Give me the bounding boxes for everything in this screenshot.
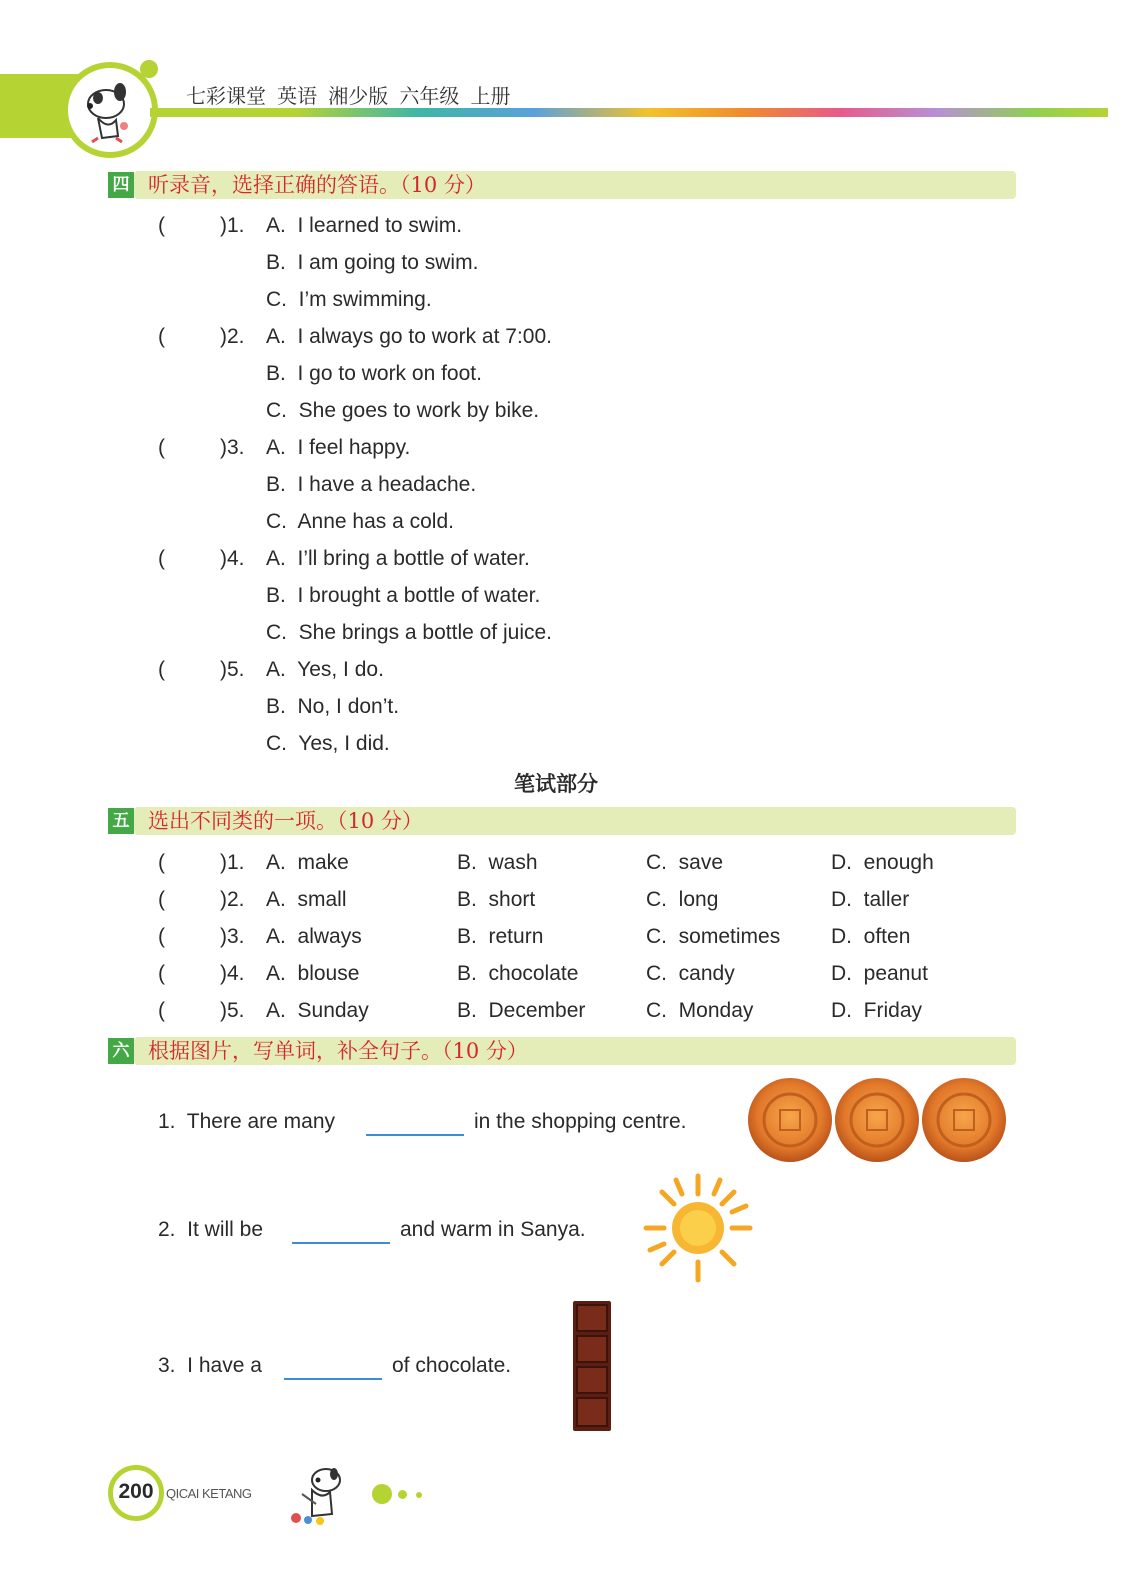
option-b: B. short	[457, 888, 536, 911]
option: C. She goes to work by bike.	[266, 399, 540, 422]
section-5-header	[108, 806, 1016, 836]
question-number: )5.	[220, 999, 245, 1022]
option: C. Anne has a cold.	[266, 510, 454, 533]
option-c: C. sometimes	[646, 925, 781, 948]
footer-dot	[416, 1492, 422, 1498]
answer-blank[interactable]	[284, 1378, 382, 1380]
section-title: 选出不同类的一项。（10 分）	[148, 809, 423, 833]
answer-blank[interactable]	[366, 1134, 464, 1136]
fill-sentence-start: 1. There are many	[158, 1110, 336, 1133]
option: B. I have a headache.	[266, 473, 477, 496]
section-title: 听录音，选择正确的答语。（10 分）	[148, 173, 486, 197]
option-d: D. taller	[831, 888, 910, 911]
option: A. Yes, I do.	[266, 658, 384, 681]
header-dot	[140, 60, 158, 78]
option-c: C. long	[646, 888, 719, 911]
answer-paren[interactable]: (	[158, 999, 165, 1022]
option-d: D. often	[831, 925, 911, 948]
question-number: )1.	[220, 214, 245, 237]
mascot-painting-icon	[282, 1464, 352, 1526]
option-c: C. Monday	[646, 999, 754, 1022]
option-d: D. enough	[831, 851, 934, 874]
option-c: C. candy	[646, 962, 735, 985]
option-b: B. return	[457, 925, 544, 948]
option: B. I am going to swim.	[266, 251, 479, 274]
question-number: )3.	[220, 436, 245, 459]
option-b: B. wash	[457, 851, 538, 874]
option: C. Yes, I did.	[266, 732, 390, 755]
chocolate-bar-icon	[572, 1300, 612, 1432]
option-a: A. always	[266, 925, 362, 948]
answer-blank[interactable]	[292, 1242, 390, 1244]
section-number-badge: 六	[108, 1038, 134, 1064]
brand-text: QICAI KETANG	[166, 1486, 252, 1501]
question-number: )2.	[220, 325, 245, 348]
fill-sentence-start: 3. I have a	[158, 1354, 262, 1377]
writing-part-title: 笔试部分	[514, 773, 598, 796]
answer-paren[interactable]: (	[158, 925, 165, 948]
option: A. I feel happy.	[266, 436, 411, 459]
answer-paren[interactable]: (	[158, 436, 165, 459]
option-d: D. Friday	[831, 999, 923, 1022]
option-a: A. blouse	[266, 962, 360, 985]
fill-sentence-end: in the shopping centre.	[474, 1110, 687, 1133]
footer-dot	[398, 1490, 407, 1499]
answer-paren[interactable]: (	[158, 325, 165, 348]
question-number: )4.	[220, 547, 245, 570]
answer-paren[interactable]: (	[158, 214, 165, 237]
answer-paren[interactable]: (	[158, 962, 165, 985]
header-rainbow-bar	[150, 108, 1108, 117]
option: A. I learned to swim.	[266, 214, 463, 237]
section-4-header	[108, 170, 1016, 200]
mascot-dog-icon	[68, 68, 152, 152]
option: A. I always go to work at 7:00.	[266, 325, 552, 348]
fill-sentence-end: and warm in Sanya.	[400, 1218, 586, 1241]
answer-paren[interactable]: (	[158, 658, 165, 681]
option: B. I go to work on foot.	[266, 362, 482, 385]
question-number: )4.	[220, 962, 245, 985]
question-number: )2.	[220, 888, 245, 911]
option-c: C. save	[646, 851, 724, 874]
answer-paren[interactable]: (	[158, 851, 165, 874]
footer-dot	[372, 1484, 392, 1504]
question-number: )3.	[220, 925, 245, 948]
section-number-badge: 四	[108, 172, 134, 198]
page-number: 200	[118, 1480, 154, 1503]
option: C. She brings a bottle of juice.	[266, 621, 552, 644]
question-number: )1.	[220, 851, 245, 874]
option-a: A. small	[266, 888, 347, 911]
option-b: B. chocolate	[457, 962, 579, 985]
mooncakes-icon	[746, 1074, 1008, 1166]
fill-sentence-start: 2. It will be	[158, 1218, 264, 1241]
option-a: A. make	[266, 851, 349, 874]
section-title: 根据图片，写单词，补全句子。（10 分）	[148, 1039, 528, 1063]
sun-icon	[642, 1172, 754, 1284]
option-b: B. December	[457, 999, 586, 1022]
section-number-badge: 五	[108, 808, 134, 834]
header-title: 七彩课堂 英语 湘少版 六年级 上册	[186, 86, 511, 108]
answer-paren[interactable]: (	[158, 547, 165, 570]
option: B. I brought a bottle of water.	[266, 584, 541, 607]
answer-paren[interactable]: (	[158, 888, 165, 911]
option: C. I’m swimming.	[266, 288, 432, 311]
section-6-header	[108, 1036, 1016, 1066]
option: A. I’ll bring a bottle of water.	[266, 547, 530, 570]
option-d: D. peanut	[831, 962, 928, 985]
fill-sentence-end: of chocolate.	[392, 1354, 512, 1377]
option-a: A. Sunday	[266, 999, 369, 1022]
option: B. No, I don’t.	[266, 695, 400, 718]
question-number: )5.	[220, 658, 245, 681]
